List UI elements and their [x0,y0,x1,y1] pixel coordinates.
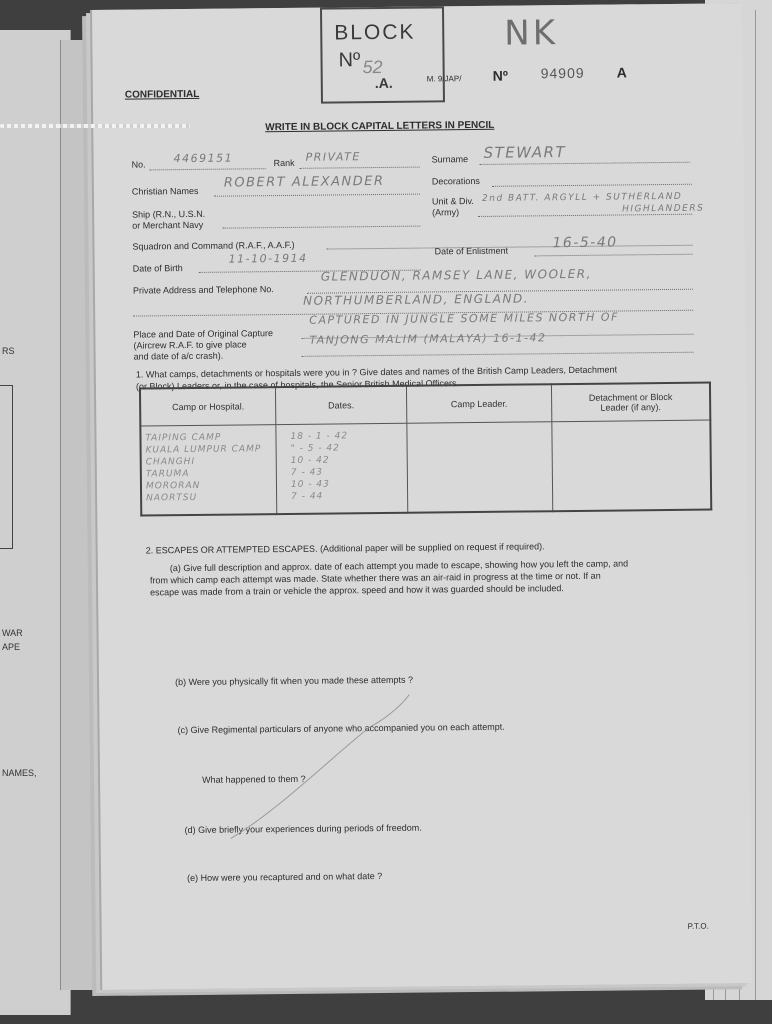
date-of-birth-value: 11-10-1914 [228,251,308,266]
dates-cell [276,423,408,514]
camps-table [139,382,712,517]
enlistment-label: Date of Enlistment [434,245,509,257]
unit-label-line2: (Army) [432,207,460,218]
serial-no-label: Nº [492,67,509,84]
date-entry: 10 - 42 [290,455,330,466]
rank-label: Rank [273,157,295,169]
service-number-label: No. [131,159,146,170]
question-2e: (e) How were you recaptured and on what date ? [187,871,383,884]
binding-string [0,124,190,128]
left-page-fragment: RS [2,346,15,356]
question-2a-line2: from which camp each attempt was made. State whether there was an air-raid in progress at the time or not. If an [149,570,601,586]
block-stamp [320,6,445,103]
column-header-camp-leader: Camp Leader. [406,384,551,423]
form-reference: M. 9/JAP/ [426,74,462,84]
serial-suffix: A [616,64,627,81]
unit-label: Unit & Div. [431,196,474,207]
stamp-no-text: Nº [338,49,361,72]
please-turn-over: P.T.O. [687,921,709,931]
christian-names-value: ROBERT ALEXANDER [223,173,385,191]
handwritten-annotation: NK [504,13,559,54]
pow-questionnaire-page [92,3,752,990]
address-label: Private Address and Telephone No. [132,284,274,296]
camp-entry: NAORTSU [146,492,198,504]
date-of-birth-label: Date of Birth [132,263,183,274]
classification-label: CONFIDENTIAL [124,88,200,101]
ship-label: Ship (R.N., U.S.N. [132,208,206,220]
squadron-label: Squadron and Command (R.A.F., A.A.F.) [132,239,295,252]
column-header-detachment-leader: Detachment or Block Leader (if any). [551,383,710,422]
date-entry: 18 - 1 - 42 [290,431,349,442]
camps-table-header-row [140,383,710,426]
address-value-line2: NORTHUMBERLAND, ENGLAND. [302,291,530,308]
date-entry: " - 5 - 42 [290,443,340,454]
form-instruction-title: WRITE IN BLOCK CAPITAL LETTERS IN PENCIL [265,119,495,134]
left-page-fragment: APE [2,642,21,652]
column-header-camp: Camp or Hospital. [140,387,276,426]
detachment-leader-cell [552,420,711,511]
adjacent-table-edge [0,385,13,549]
camp-leader-cell [407,422,553,513]
surname-value: STEWART [483,143,567,162]
unit-value: 2nd BATT. ARGYLL + SUTHERLAND [481,191,683,204]
question-1-line2: (or Block) Leaders or, in the case of hospitals, the Senior British Medical Officers. [135,378,459,392]
camp-entry: MORORAN [145,480,201,492]
decorations-label: Decorations [431,175,480,187]
capture-label-line3: and date of a/c crash). [133,350,224,362]
camp-entry: KUALA LUMPUR CAMP [145,444,262,456]
question-2a-line1: (a) Give full description and approx. date of each attempt you made to escape, showing how you left the camp, and [169,558,629,574]
question-2d: (d) Give briefly your experiences during periods of freedom. [184,822,422,836]
date-entry: 7 - 44 [291,491,324,502]
unit-value-line2: HIGHLANDERS [622,203,705,215]
stamp-block-text: BLOCK [334,20,416,45]
date-entry: 10 - 43 [290,479,330,490]
christian-names-label: Christian Names [131,185,199,197]
camp-entry: TARUMA [145,469,190,480]
capture-value-line2: TANJONG MALIM (MALAYA) 16-1-42 [309,331,547,347]
camps-cell [140,425,276,516]
question-2b: (b) Were you physically fit when you made these attempts ? [174,674,414,688]
question-2c-followup: What happened to them ? [202,773,306,785]
question-2-heading: 2. ESCAPES OR ATTEMPTED ESCAPES. (Additional paper will be supplied on request if required). [145,541,545,556]
serial-number: 94909 [540,64,585,82]
enlistment-value: 16-5-40 [552,234,618,252]
question-1-line1: 1. What camps, detachments or hospitals were you in ? Give dates and names of the British Camp Leaders, Detachment [135,364,618,380]
question-2a-line3: escape was made from a train or vehicle the approx. speed and how it was guarded should be included. [150,583,564,598]
rank-value: PRIVATE [305,150,361,164]
ship-label-line2: or Merchant Navy [132,219,204,231]
date-entry: 7 - 43 [290,467,324,478]
service-number-value: 4469151 [173,151,234,166]
column-header-dates: Dates. [275,386,406,425]
capture-label: Place and Date of Original Capture [133,328,274,340]
camp-entry: CHANGHI [145,456,196,468]
pencil-scribble [219,687,421,849]
question-2c: (c) Give Regimental particulars of anyone who accompanied you on each attempt. [177,721,505,736]
address-value-line1: GLENDUON, RAMSEY LANE, WOOLER, [320,266,592,284]
stamp-handwritten-number: 52 [362,56,383,78]
capture-label-line2: (Aircrew R.A.F. to give place [133,339,247,351]
stamp-a-text: .A. [374,74,393,92]
surname-label: Surname [431,154,469,165]
left-page-fragment: WAR [2,628,23,638]
camp-entry: TAIPING CAMP [145,432,222,444]
capture-value-line1: CAPTURED IN JUNGLE SOME MILES NORTH OF [309,310,619,327]
camps-table-body-row [140,420,711,515]
left-page-fragment: NAMES, [2,768,37,778]
